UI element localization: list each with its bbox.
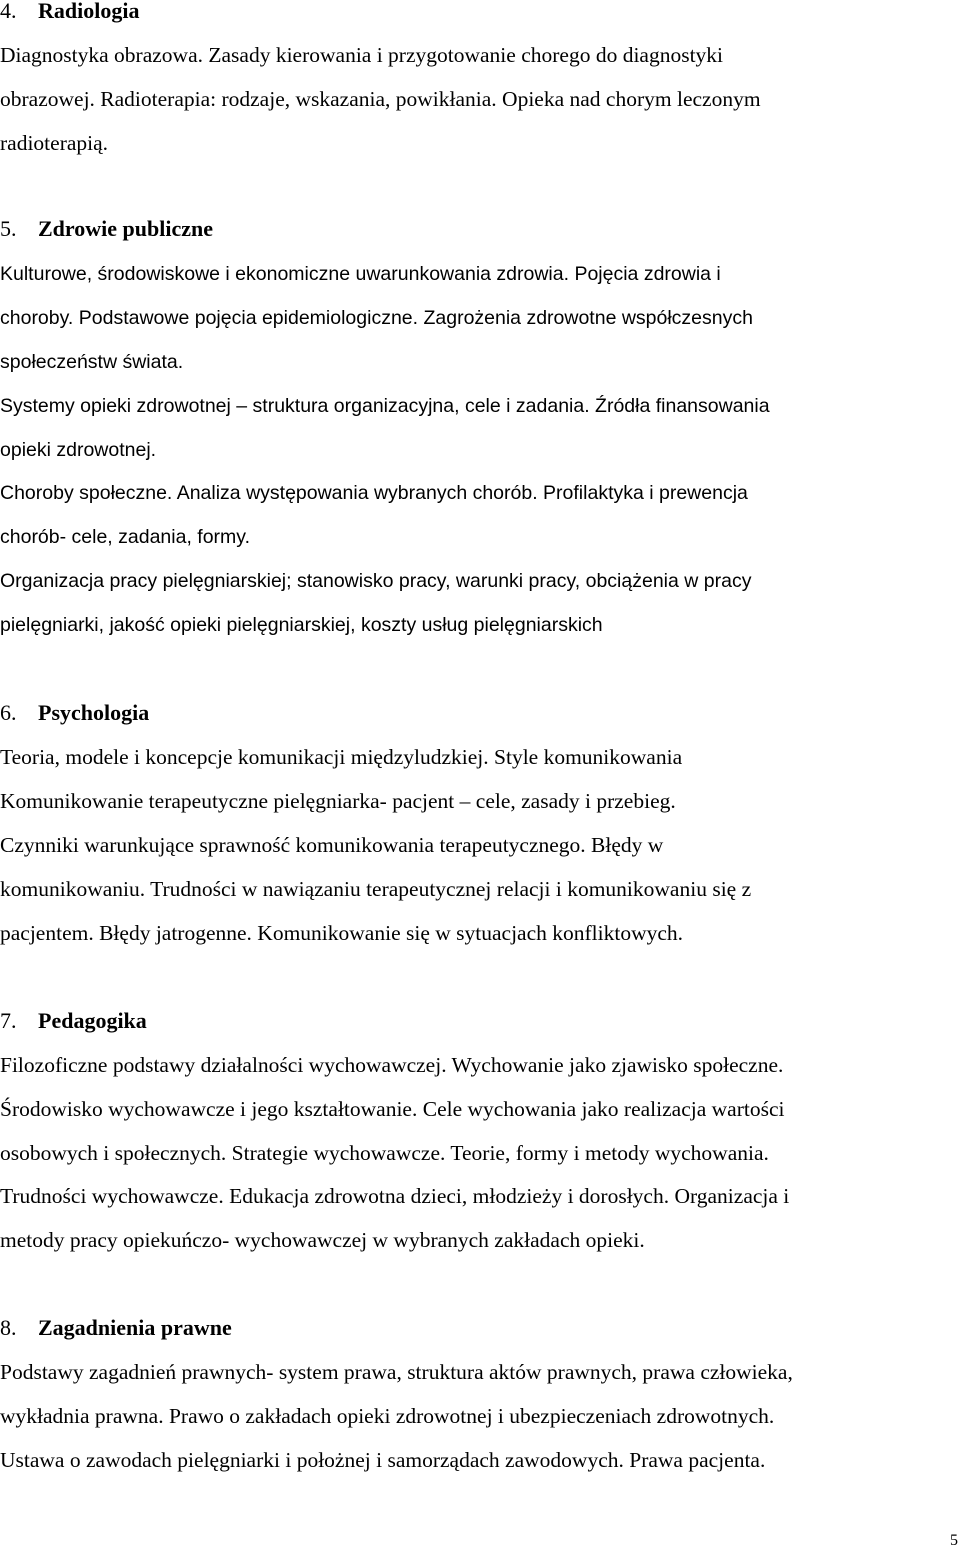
section-title: Psychologia xyxy=(38,700,150,725)
body-line: Trudności wychowawcze. Edukacja zdrowotna dzieci, młodzieży i dorosłych. Organizacja i xyxy=(0,1184,790,1208)
body-line: obrazowej. Radioterapia: rodzaje, wskazania, powikłania. Opieka nad chorym leczonym xyxy=(0,87,761,111)
section-number: 5. xyxy=(0,216,17,241)
body-line: Teoria, modele i koncepcje komunikacji międzyludzkiej. Style komunikowania xyxy=(0,745,683,769)
section-title: Radiologia xyxy=(38,0,140,23)
section-number: 6. xyxy=(0,700,17,725)
body-line: pielęgniarki, jakość opieki pielęgniarskiej, koszty usług pielęgniarskich xyxy=(0,614,603,636)
body-line: pacjentem. Błędy jatrogenne. Komunikowanie się w sytuacjach konfliktowych. xyxy=(0,921,684,945)
section-heading-zdrowie-publiczne xyxy=(0,216,213,242)
body-line: Ustawa o zawodach pielęgniarki i położnej i samorządach zawodowych. Prawa pacjenta. xyxy=(0,1448,766,1472)
body-line: osobowych i społecznych. Strategie wychowawcze. Teorie, formy i metody wychowania. xyxy=(0,1141,769,1165)
body-line: Komunikowanie terapeutyczne pielęgniarka- pacjent – cele, zasady i przebieg. xyxy=(0,789,676,813)
section-number: 4. xyxy=(0,0,17,23)
body-line: Środowisko wychowawcze i jego kształtowanie. Cele wychowania jako realizacja wartości xyxy=(0,1097,785,1121)
body-line: społeczeństw świata. xyxy=(0,351,184,373)
body-line: Czynniki warunkujące sprawność komunikowania terapeutycznego. Błędy w xyxy=(0,833,664,857)
body-line: Podstawy zagadnień prawnych- system prawa, struktura aktów prawnych, prawa człowieka, xyxy=(0,1360,793,1384)
section-heading-radiologia xyxy=(0,0,139,24)
section-title: Zdrowie publiczne xyxy=(38,216,214,241)
section-number: 8. xyxy=(0,1315,17,1340)
body-line: Systemy opieki zdrowotnej – struktura organizacyjna, cele i zadania. Źródła finansowania xyxy=(0,395,770,417)
page-number: 5 xyxy=(950,1532,958,1549)
body-line: Kulturowe, środowiskowe i ekonomiczne uwarunkowania zdrowia. Pojęcia zdrowia i xyxy=(0,263,721,285)
section-heading-zagadnienia-prawne xyxy=(0,1315,232,1341)
body-line: komunikowaniu. Trudności w nawiązaniu terapeutycznej relacji i komunikowaniu się z xyxy=(0,877,752,901)
section-title: Zagadnienia prawne xyxy=(38,1315,232,1340)
body-line: opieki zdrowotnej. xyxy=(0,439,157,461)
section-heading-psychologia xyxy=(0,700,149,726)
body-line: radioterapią. xyxy=(0,131,109,155)
body-line: wykładnia prawna. Prawo o zakładach opieki zdrowotnej i ubezpieczeniach zdrowotnych. xyxy=(0,1404,775,1428)
body-line: Organizacja pracy pielęgniarskiej; stanowisko pracy, warunki pracy, obciążenia w pracy xyxy=(0,570,752,592)
body-line: Diagnostyka obrazowa. Zasady kierowania i przygotowanie chorego do diagnostyki xyxy=(0,43,724,67)
body-line: Filozoficzne podstawy działalności wychowawczej. Wychowanie jako zjawisko społeczne. xyxy=(0,1053,784,1077)
body-line: chorób- cele, zadania, formy. xyxy=(0,526,251,548)
section-title: Pedagogika xyxy=(38,1008,147,1033)
body-line: metody pracy opiekuńczo- wychowawczej w wybranych zakładach opieki. xyxy=(0,1228,645,1252)
section-heading-pedagogika xyxy=(0,1008,147,1034)
body-line: Choroby społeczne. Analiza występowania wybranych chorób. Profilaktyka i prewencja xyxy=(0,482,748,504)
section-number: 7. xyxy=(0,1008,17,1033)
body-line: choroby. Podstawowe pojęcia epidemiologiczne. Zagrożenia zdrowotne współczesnych xyxy=(0,307,753,329)
